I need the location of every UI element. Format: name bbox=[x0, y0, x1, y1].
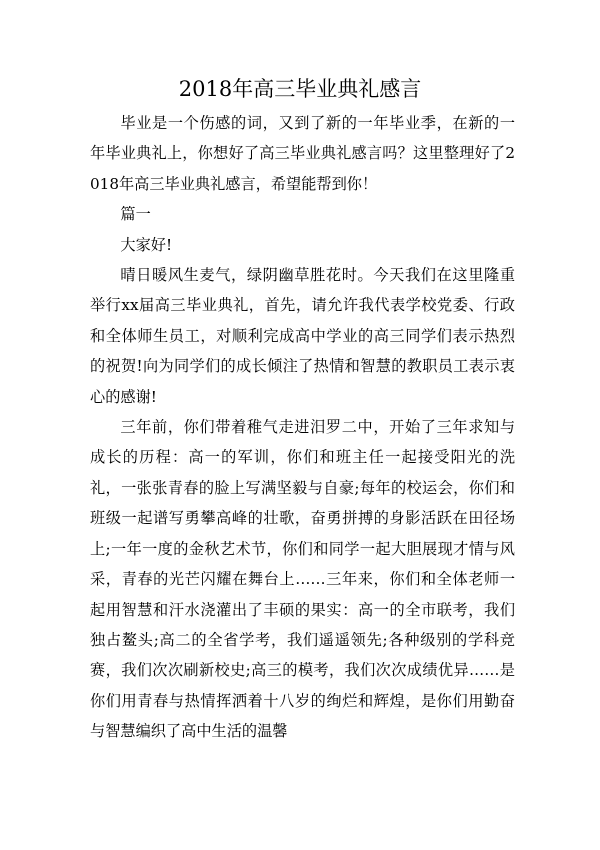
body-paragraph: 三年前，你们带着稚气走进汨罗二中，开始了三年求知与成长的历程：高一的军训，你们和班主任一起接受阳光的洗礼，一张张青春的脸上写满坚毅与自豪;每年的校运会，你们和班级一起谱写勇攀高峰的壮歌，奋勇拼搏的身影活跃在田径场上;一年一度的金秋艺术节，你们和同学一起大胆展现才情与风采，青春的光芒闪耀在舞台上……三年来，你们和全体老师一起用智慧和汗水浇灌出了丰硕的果实：高一的全市联考，我们独占鳌头;高二的全省学考，我们遥遥领先;各种级别的学科竞赛，我们次次刷新校史;高三的模考，我们次次成绩优异……是你们用青春与热情挥洒着十八岁的绚烂和辉煌，是你们用勤奋与智慧编织了高中生活的温馨 bbox=[90, 418, 515, 741]
body-paragraph: 晴日暖风生麦气，绿阴幽草胜花时。今天我们在这里隆重举行xx届高三毕业典礼，首先，请允许我代表学校党委、行政和全体师生员工，对顺利完成高中学业的高三同学们表示热烈的祝贺!向为同学们的成长倾注了热情和智慧的教职员工表示衷心的感谢! bbox=[90, 266, 515, 406]
greeting-paragraph: 大家好! bbox=[120, 235, 173, 254]
intro-paragraph: 毕业是一个伤感的词，又到了新的一年毕业季，在新的一年毕业典礼上，你想好了高三毕业典礼感言吗？这里整理好了2018年高三毕业典礼感言，希望能帮到你！ bbox=[90, 114, 515, 193]
section-heading: 篇一 bbox=[120, 205, 151, 224]
document-body bbox=[90, 108, 515, 747]
document-title: 2018年高三毕业典礼感言 bbox=[178, 77, 422, 101]
